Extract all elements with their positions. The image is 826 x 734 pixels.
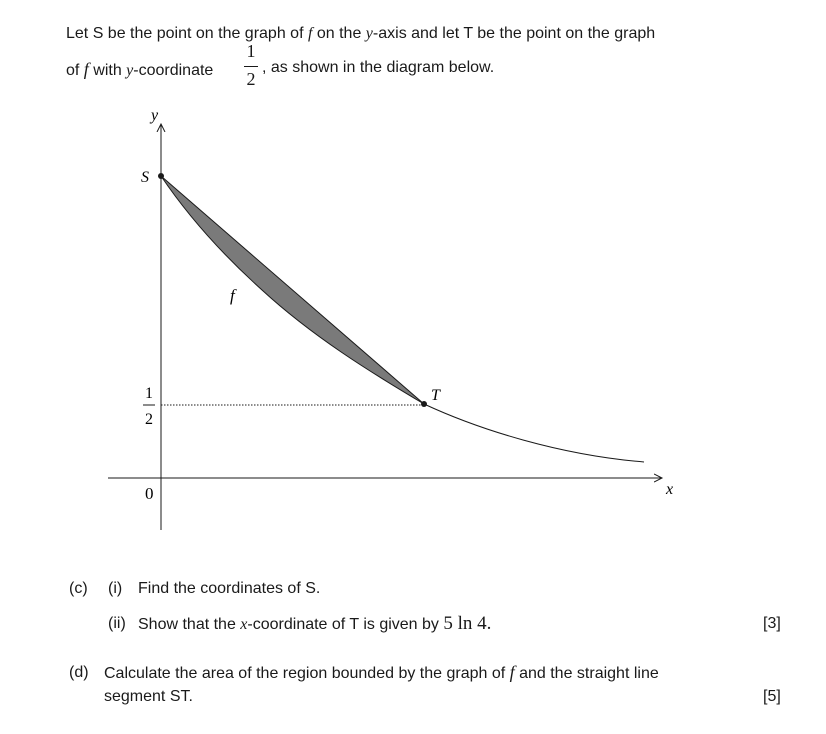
- intro-fraction-numerator: 1: [246, 41, 256, 61]
- part-d-text: and the straight line: [514, 665, 659, 682]
- intro-fraction-denominator: 2: [246, 69, 256, 89]
- part-d-text: Calculate the area of the region bounded by the graph of: [104, 665, 510, 682]
- part-c-i-label: (i): [108, 580, 123, 597]
- y-symbol: y: [365, 25, 373, 42]
- part-d-marks: [5]: [763, 688, 781, 705]
- x-symbol: x: [240, 616, 248, 633]
- point-t: [421, 401, 427, 407]
- f-symbol: f: [83, 59, 89, 79]
- intro-text: of: [66, 62, 84, 79]
- half-denominator: 2: [145, 411, 153, 428]
- part-c-ii-label: (ii): [108, 615, 126, 632]
- point-t-label: T: [431, 387, 440, 404]
- part-c-ii-line: [138, 613, 491, 635]
- x-axis-label: x: [666, 481, 674, 498]
- curve-f: [424, 404, 644, 462]
- f-symbol: f: [307, 25, 313, 42]
- part-c-marks: [3]: [763, 615, 781, 632]
- part-d-line-2: segment ST.: [104, 688, 193, 705]
- shaded-region: [161, 176, 424, 404]
- expression-5ln4: 5 ln 4.: [443, 613, 492, 634]
- intro-text: -axis and let T be the point on the graph: [372, 25, 656, 42]
- intro-text: Let S be the point on the graph of: [66, 25, 308, 42]
- y-axis-label: y: [151, 107, 159, 124]
- half-numerator: 1: [145, 385, 153, 402]
- f-symbol: f: [509, 662, 515, 682]
- point-s-label: S: [141, 169, 149, 186]
- part-c-ii-text: -coordinate of T is given by: [247, 616, 444, 633]
- point-s: [158, 173, 164, 179]
- intro-text: with: [88, 62, 127, 79]
- part-d-line-1: [104, 662, 659, 683]
- intro-text: -coordinate: [133, 62, 214, 79]
- part-d-label: (d): [69, 664, 89, 681]
- y-symbol: y: [126, 62, 134, 79]
- part-c-ii-text: Show that the: [138, 616, 241, 633]
- part-c-i-text: Find the coordinates of S.: [138, 580, 321, 597]
- intro-line-2-end: , as shown in the diagram below.: [262, 59, 495, 76]
- curve-f-label: f: [230, 286, 235, 305]
- origin-label: 0: [145, 484, 154, 503]
- intro-text: on the: [312, 25, 366, 42]
- part-c-label: (c): [69, 580, 88, 597]
